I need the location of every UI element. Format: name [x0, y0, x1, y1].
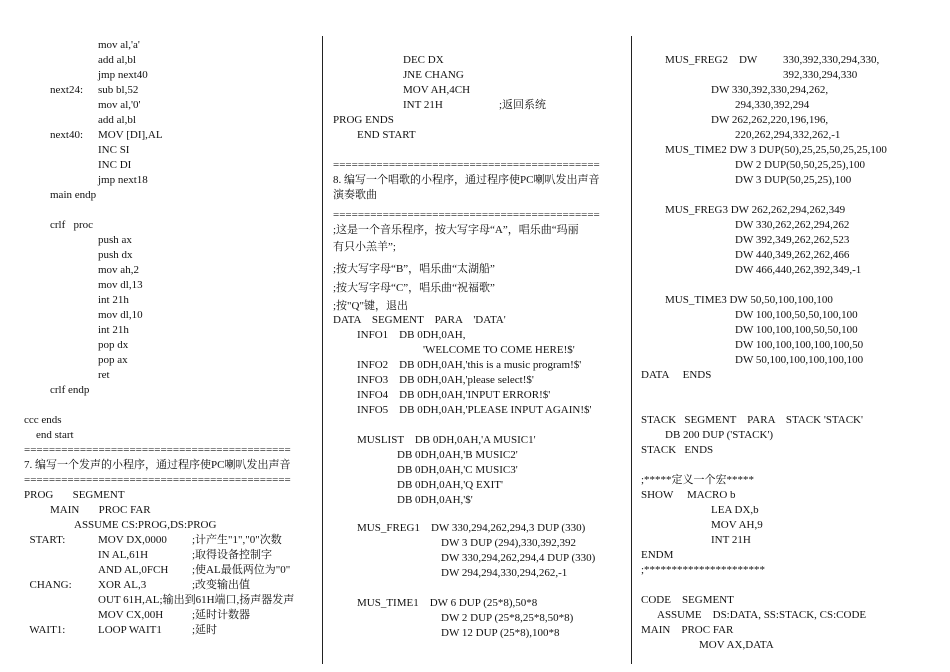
code-line: LOOP WAIT1 — [98, 624, 162, 636]
code-line: DW 100,100,100,50,50,100 — [735, 324, 858, 336]
code-line: 演奏歌曲 — [333, 189, 377, 201]
column-divider — [322, 36, 323, 664]
code-line: ASSUME DS:DATA, SS:STACK, CS:CODE — [657, 609, 867, 621]
code-line: MOV [DI],AL — [98, 129, 163, 141]
code-line: DATA ENDS — [641, 369, 712, 381]
code-line: jmp next18 — [98, 174, 148, 186]
code-line: =========================================== — [333, 209, 600, 221]
code-line: DW 50,100,100,100,100,100 — [735, 354, 864, 366]
code-line: add al,bl — [98, 114, 136, 126]
code-line: mov ah,2 — [98, 264, 139, 276]
code-line: 8. 编写一个唱歌的小程序，通过程序使PC喇叭发出声音 — [333, 174, 600, 186]
code-line: PROG SEGMENT — [24, 489, 125, 501]
code-line: MOV AH,9 — [711, 519, 763, 531]
code-line: 294,330,392,294 — [735, 99, 810, 111]
column-2 — [333, 0, 623, 672]
code-line: crlf endp — [50, 384, 90, 396]
code-line: ;按大写字母“B”，唱乐曲“太湖船” — [333, 263, 495, 275]
code-line: DW 262,262,220,196,196, — [711, 114, 829, 126]
code-line: next40: — [50, 129, 83, 141]
code-line: DB 200 DUP ('STACK') — [665, 429, 774, 441]
code-line: MUS_FREG3 DW 262,262,294,262,349 — [665, 204, 846, 216]
code-line: push dx — [98, 249, 133, 261]
code-line: DW 100,100,50,50,100,100 — [735, 309, 858, 321]
code-line: MUS_TIME2 DW 3 DUP(50),25,25,50,25,25,100 — [665, 144, 887, 156]
code-line: STACK ENDS — [641, 444, 714, 456]
code-line: MOV AX,DATA — [699, 639, 774, 651]
code-line: ;这是一个音乐程序，按大写字母“A”，唱乐曲“玛丽 — [333, 224, 579, 236]
code-line: ;改变输出值 — [192, 579, 251, 591]
code-line: =========================================== — [333, 159, 600, 171]
code-line: MOV AH,4CH — [403, 84, 471, 96]
code-line: DB 0DH,0AH,'B MUSIC2' — [397, 449, 518, 461]
code-line: 7. 编写一个发声的小程序，通过程序使PC喇叭发出声音 — [24, 459, 291, 471]
code-line: 330,392,330,294,330, — [783, 54, 880, 66]
code-line: DW 3 DUP (294),330,392,392 — [441, 537, 577, 549]
code-line: MUS_FREG1 DW 330,294,262,294,3 DUP (330) — [357, 522, 586, 534]
code-line: INC SI — [98, 144, 130, 156]
code-line: ;取得设备控制字 — [192, 549, 273, 561]
code-line: MAIN PROC FAR — [50, 504, 151, 516]
code-line: ;延时 — [192, 624, 218, 636]
code-line: XOR AL,3 — [98, 579, 147, 591]
code-line: AND AL,0FCH — [98, 564, 169, 576]
column-divider — [631, 36, 632, 664]
code-line: PROG ENDS — [333, 114, 394, 126]
code-line: mov al,'a' — [98, 39, 140, 51]
code-line: INFO2 DB 0DH,0AH,'this is a music program!$' — [357, 359, 582, 371]
code-line: ret — [98, 369, 110, 381]
column-3 — [641, 0, 941, 672]
code-line: DB 0DH,0AH,'C MUSIC3' — [397, 464, 518, 476]
code-line: DW 2 DUP(50,50,25,25),100 — [735, 159, 865, 171]
code-line: MOV DX,0000 — [98, 534, 167, 546]
code-line: ;********************** — [641, 564, 766, 576]
code-line: DW 330,294,262,294,4 DUP (330) — [441, 552, 596, 564]
code-line: 'WELCOME TO COME HERE!$' — [423, 344, 575, 356]
code-line: ;计产生"1","0"次数 — [192, 534, 282, 546]
code-line: INT 21H — [711, 534, 751, 546]
code-line: DW 440,349,262,262,466 — [735, 249, 850, 261]
code-line: MUS_TIME3 DW 50,50,100,100,100 — [665, 294, 833, 306]
code-line: MOV CX,00H — [98, 609, 164, 621]
code-line: ;返回系统 — [499, 99, 547, 111]
code-line: mov dl,10 — [98, 309, 143, 321]
code-line: DEC DX — [403, 54, 444, 66]
code-line: CHANG: — [24, 579, 72, 591]
code-line: WAIT1: — [24, 624, 66, 636]
code-line: OUT 61H,AL;输出到61H端口,扬声器发声 — [98, 594, 295, 606]
code-line: INFO1 DB 0DH,0AH, — [357, 329, 466, 341]
code-line: IN AL,61H — [98, 549, 149, 561]
code-line: MUSLIST DB 0DH,0AH,'A MUSIC1' — [357, 434, 536, 446]
code-line: =========================================== — [24, 474, 291, 486]
code-line: DW 2 DUP (25*8,25*8,50*8) — [441, 612, 574, 624]
code-line: jmp next40 — [98, 69, 148, 81]
code-line: 有只小羔羊”; — [333, 241, 396, 253]
code-line: START: — [24, 534, 66, 546]
code-line: DW 466,440,262,392,349,-1 — [735, 264, 862, 276]
code-line: add al,bl — [98, 54, 136, 66]
code-line: ASSUME CS:PROG,DS:PROG — [74, 519, 217, 531]
code-line: INFO3 DB 0DH,0AH,'please select!$' — [357, 374, 534, 386]
code-line: DW 330,392,330,294,262, — [711, 84, 829, 96]
code-line: mov al,'0' — [98, 99, 141, 111]
code-line: LEA DX,b — [711, 504, 759, 516]
code-line: int 21h — [98, 294, 129, 306]
code-line: push ax — [98, 234, 132, 246]
code-line: INFO4 DB 0DH,0AH,'INPUT ERROR!$' — [357, 389, 551, 401]
column-1 — [24, 0, 314, 672]
code-line: DB 0DH,0AH,'$' — [397, 494, 473, 506]
code-line: DW 294,294,330,294,262,-1 — [441, 567, 568, 579]
code-line: next24: — [50, 84, 83, 96]
code-line: MUS_TIME1 DW 6 DUP (25*8),50*8 — [357, 597, 538, 609]
code-line: DW 330,262,262,294,262 — [735, 219, 850, 231]
code-line: main endp — [50, 189, 97, 201]
code-line: DW 392,349,262,262,523 — [735, 234, 850, 246]
code-line: END START — [357, 129, 416, 141]
code-line: sub bl,52 — [98, 84, 139, 96]
code-line: 392,330,294,330 — [783, 69, 858, 81]
code-line: JNE CHANG — [403, 69, 464, 81]
code-line: DW 12 DUP (25*8),100*8 — [441, 627, 560, 639]
code-line: DB 0DH,0AH,'Q EXIT' — [397, 479, 504, 491]
code-line: end start — [36, 429, 74, 441]
code-line: ;按大写字母“C”，唱乐曲“祝福歌” — [333, 282, 495, 294]
code-line: ENDM — [641, 549, 674, 561]
code-line: crlf proc — [50, 219, 94, 231]
code-line: =========================================== — [24, 444, 291, 456]
code-line: INFO5 DB 0DH,0AH,'PLEASE INPUT AGAIN!$' — [357, 404, 592, 416]
code-line: pop dx — [98, 339, 129, 351]
code-line: INC DI — [98, 159, 132, 171]
code-line: ccc ends — [24, 414, 62, 426]
code-line: ;延时计数器 — [192, 609, 251, 621]
code-line: STACK SEGMENT PARA STACK 'STACK' — [641, 414, 863, 426]
code-line: pop ax — [98, 354, 128, 366]
code-line: DATA SEGMENT PARA 'DATA' — [333, 314, 506, 326]
code-line: mov dl,13 — [98, 279, 143, 291]
code-line: DW 100,100,100,100,100,50 — [735, 339, 864, 351]
code-line: ;按"Q"键，退出 — [333, 300, 408, 312]
code-line: ;使AL最低两位为"0" — [192, 564, 291, 576]
code-line: DW 3 DUP(50,25,25),100 — [735, 174, 852, 186]
code-line: CODE SEGMENT — [641, 594, 734, 606]
code-line: ;*****定义一个宏***** — [641, 474, 755, 486]
code-line: MAIN PROC FAR — [641, 624, 734, 636]
code-line: INT 21H — [403, 99, 443, 111]
code-line: SHOW MACRO b — [641, 489, 736, 501]
code-line: MUS_FREG2 DW — [665, 54, 758, 66]
code-line: int 21h — [98, 324, 129, 336]
code-line: 220,262,294,332,262,-1 — [735, 129, 841, 141]
